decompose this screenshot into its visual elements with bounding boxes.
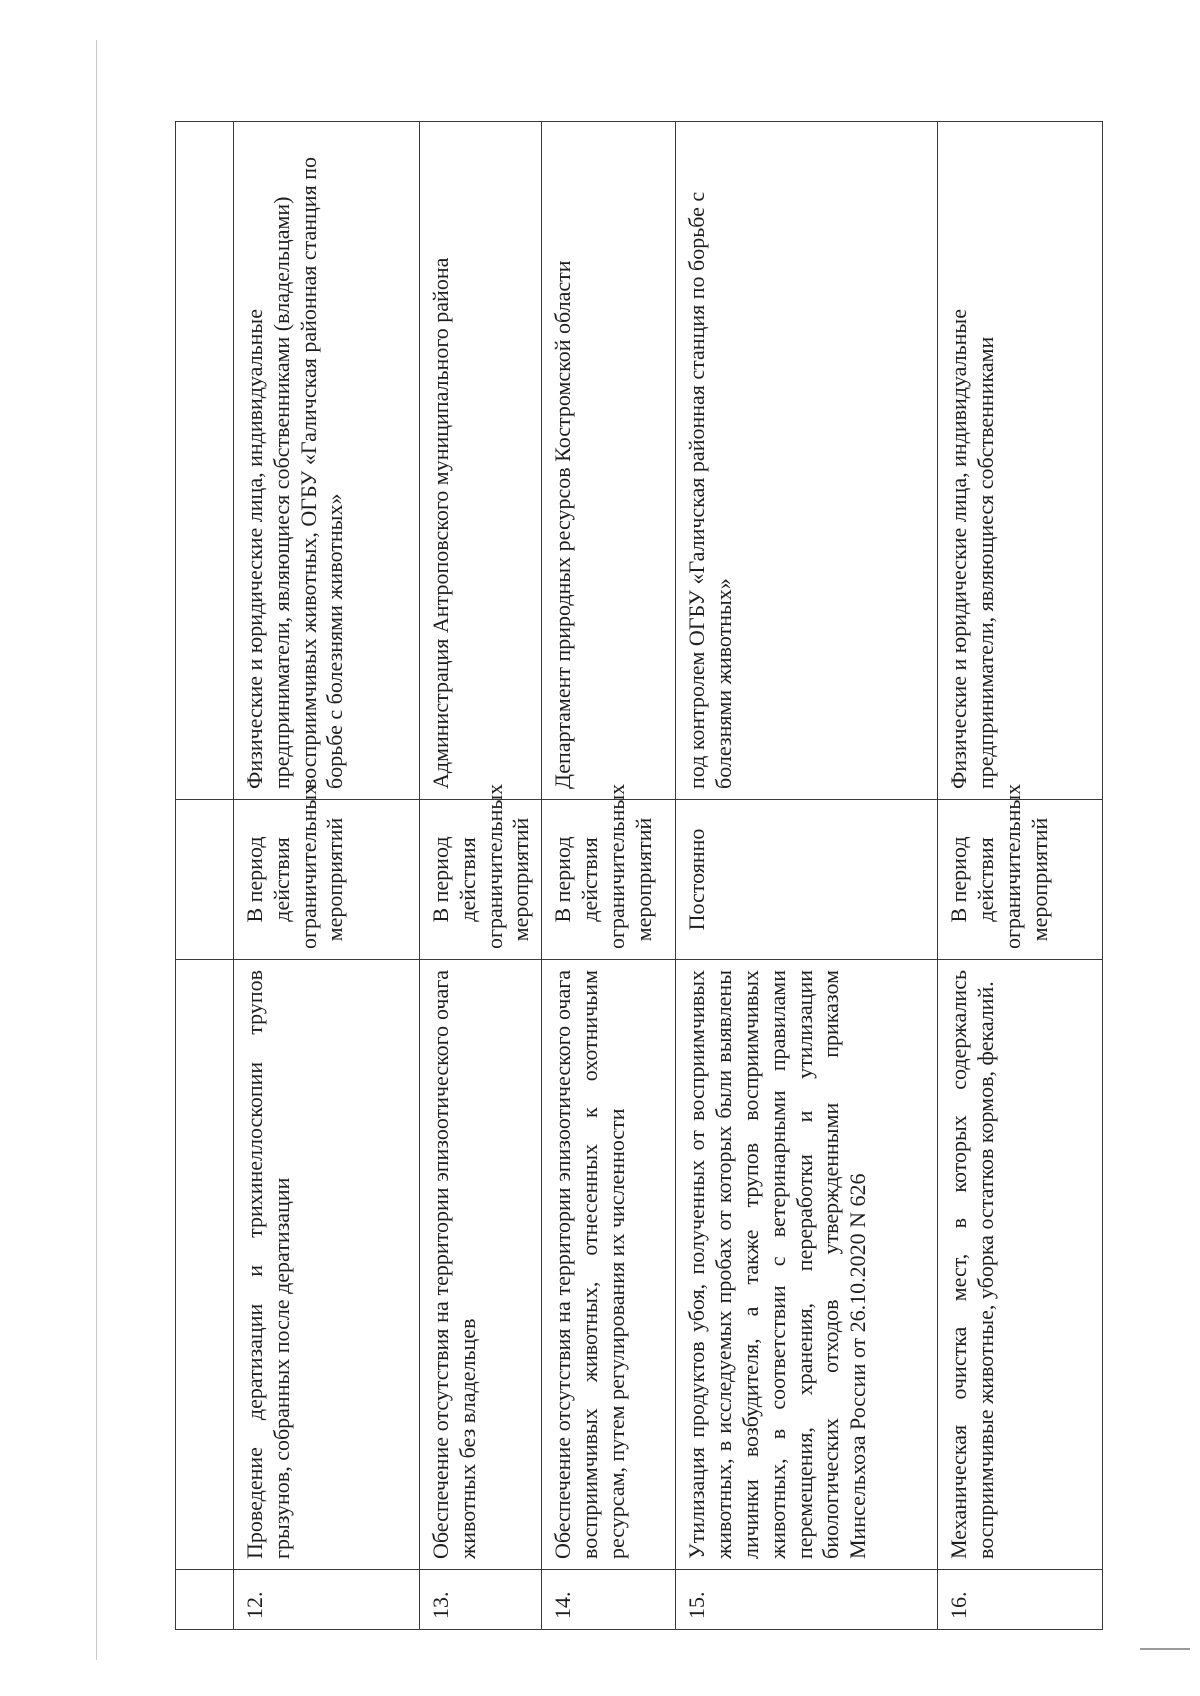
table-row	[676, 122, 938, 1630]
table-row	[420, 122, 542, 1630]
measure-text: Проведение дератизации и трихинеллоскопии трупов грызунов, собранных после дератизации	[234, 960, 420, 1570]
row-number: 14.	[542, 1570, 676, 1630]
empty-cell	[176, 800, 234, 960]
table-row	[938, 122, 1103, 1630]
empty-cell	[176, 960, 234, 1570]
row-number: 16.	[938, 1570, 1103, 1630]
term-text: В период действия ограничительных мероприятий	[420, 800, 542, 960]
rotated-table-container	[175, 122, 1103, 1630]
measure-text: Обеспечение отсутствия на территории эпизоотического очага животных без владельцев	[420, 960, 542, 1570]
responsible-text: Департамент природных ресурсов Костромской области	[542, 122, 676, 800]
measure-text: Механическая очистка мест, в которых содержались восприимчивые животные, уборка остатков кормов, фекалий.	[938, 960, 1103, 1570]
scan-edge-line	[96, 40, 97, 1660]
empty-cell	[176, 122, 234, 800]
term-text: Постоянно	[676, 800, 938, 960]
responsible-text: под контролем ОГБУ «Галичская районная станция по борьбе с болезнями животных»	[676, 122, 938, 800]
empty-cell	[176, 1570, 234, 1630]
measure-text: Обеспечение отсутствия на территории эпизоотического очага восприимчивых животных, отнесенных к охотничьим ресурсам, путем регулирования их численности	[542, 960, 676, 1570]
term-text: В период действия ограничительных мероприятий	[938, 800, 1103, 960]
row-number: 12.	[234, 1570, 420, 1630]
responsible-text: Физические и юридические лица, индивидуальные предприниматели, являющиеся собственниками (владельцами) восприимчивых животных, ОГБУ «Галичская районная станция по борьбе с болезнями животных»	[234, 122, 420, 800]
row-number: 15.	[676, 1570, 938, 1630]
responsible-text: Физические и юридические лица, индивидуальные предприниматели, являющиеся собственниками	[938, 122, 1103, 800]
row-number: 13.	[420, 1570, 542, 1630]
scan-mark	[1140, 1648, 1190, 1650]
term-text: В период действия ограничительных мероприятий	[234, 800, 420, 960]
table-row	[542, 122, 676, 1630]
responsible-text: Администрация Антроповского муниципального района	[420, 122, 542, 800]
table-row	[234, 122, 420, 1630]
term-text: В период действия ограничительных мероприятий	[542, 800, 676, 960]
measure-text: Утилизация продуктов убоя, полученных от восприимчивых животных, в исследуемых пробах от которых были выявлены личинки возбудителя, а также трупов восприимчивых животных, в соответствии с ветеринарными правилами перемещения, хранения, переработки и утилизации биологических отходов утвержденными приказом Минсельхоза России от 26.10.2020 N 626	[676, 960, 938, 1570]
measures-table	[175, 121, 1103, 1630]
table-top-row	[176, 122, 234, 1630]
